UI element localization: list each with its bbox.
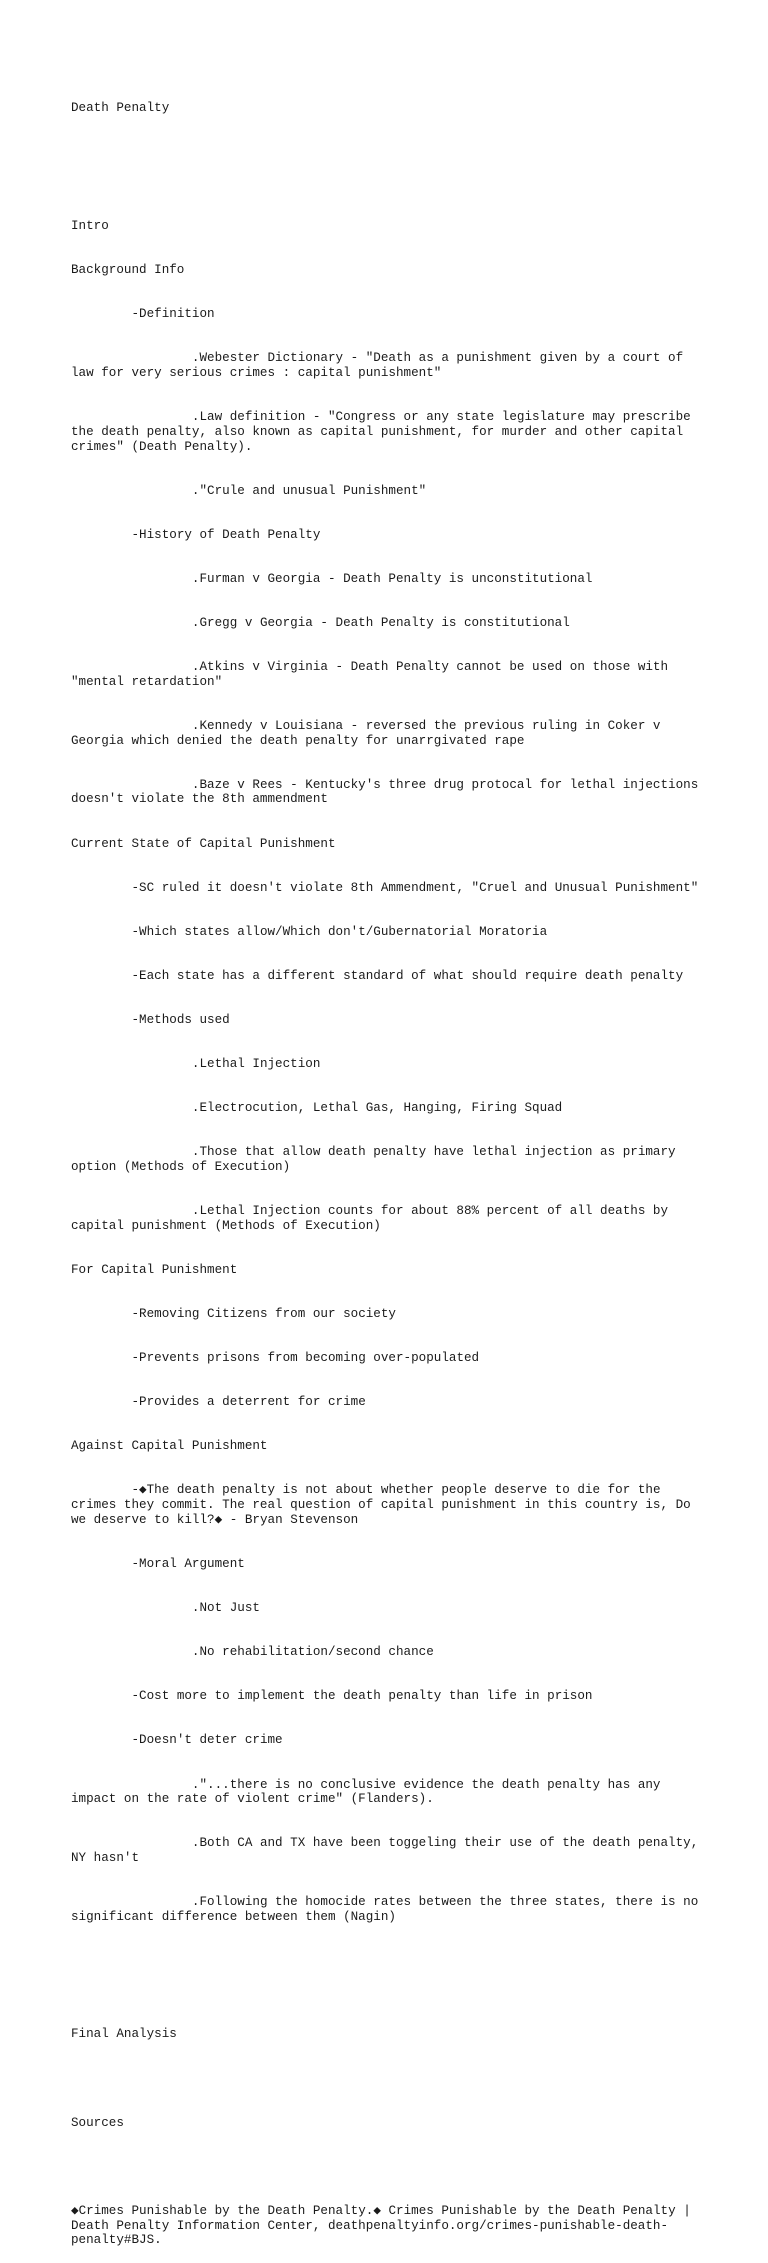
outline-line: -Provides a deterrent for crime [71, 1395, 366, 1410]
outline-line: .Electrocution, Lethal Gas, Hanging, Firing Squad [71, 1101, 563, 1116]
document-title: Death Penalty [71, 101, 170, 116]
outline-line: .No rehabilitation/second chance [71, 1645, 434, 1660]
outline-line: ."Crule and unusual Punishment" [71, 483, 427, 498]
outline-line: -Each state has a different standard of what should require death penalty [71, 968, 684, 983]
outline-line: -◆The death penalty is not about whether people deserve to die for the crimes they commit. The real question of capital punishment in this country is, Do we deserve to kill?◆ - Bryan Stevenson [71, 1483, 699, 1527]
outline-line: Against Capital Punishment [71, 1439, 268, 1454]
outline-line: -Doesn't deter crime [71, 1733, 283, 1748]
outline-line: -Definition [71, 307, 215, 322]
outline-line: .Lethal Injection counts for about 88% percent of all deaths by capital punishment (Methods of Execution) [71, 1204, 676, 1233]
outline-line: -Removing Citizens from our society [71, 1307, 396, 1322]
outline [71, 190, 706, 1954]
outline-line: -Prevents prisons from becoming over-populated [71, 1351, 480, 1366]
outline-line: Background Info [71, 263, 185, 278]
outline-line: -Moral Argument [71, 1557, 245, 1571]
outline-line: .Not Just [71, 1601, 260, 1616]
document-page [71, 72, 706, 2263]
outline-line: .Following the homocide rates between the three states, there is no significant difference between them (Nagin) [71, 1895, 706, 1924]
outline-line: -Which states allow/Which don't/Gubernatorial Moratoria [71, 924, 548, 939]
sources-heading: Sources [71, 2115, 124, 2130]
outline-line: ."...there is no conclusive evidence the death penalty has any impact on the rate of violent crime" (Flanders). [71, 1777, 669, 1807]
final-analysis-heading: Final Analysis [71, 2027, 177, 2042]
source-citation: ◆Crimes Punishable by the Death Penalty.◆ Crimes Punishable by the Death Penalty | Death Penalty Information Center, deathpenaltyinfo.org/crimes-punishable-death-penalty#BJS. [71, 2203, 699, 2248]
outline-line: .Those that allow death penalty have lethal injection as primary option (Methods of Execution) [71, 1145, 684, 1175]
outline-line: .Kennedy v Louisiana - reversed the previous ruling in Coker v Georgia which denied the death penalty for unarrgivated rape [71, 718, 669, 748]
spacer [71, 2160, 701, 2175]
outline-line: .Furman v Georgia - Death Penalty is unconstitutional [71, 571, 593, 586]
outline-line: .Law definition - "Congress or any state legislature may prescribe the death penalty, also known as capital punishment, for murder and other capital crimes" (Death Penalty). [71, 410, 699, 454]
outline-line: -History of Death Penalty [71, 527, 321, 542]
outline-line: For Capital Punishment [71, 1262, 238, 1277]
spacer [71, 2072, 701, 2087]
outline-line: .Baze v Rees - Kentucky's three drug protocal for lethal injections doesn't violate the 8th ammendment [71, 777, 706, 807]
outline-line: .Webester Dictionary - "Death as a punishment given by a court of law for very serious crimes : capital punishment" [71, 351, 691, 381]
outline-line: -Cost more to implement the death penalty than life in prison [71, 1689, 593, 1704]
outline-line: .Both CA and TX have been toggeling their use of the death penalty, NY hasn't [71, 1836, 706, 1866]
spacer [71, 146, 701, 161]
outline-line: .Lethal Injection [71, 1057, 321, 1072]
outline-line: Current State of Capital Punishment [71, 836, 336, 851]
outline-line: -Methods used [71, 1012, 230, 1027]
outline-line: .Gregg v Georgia - Death Penalty is constitutional [71, 616, 570, 630]
outline-line: .Atkins v Virginia - Death Penalty cannot be used on those with "mental retardation" [71, 660, 676, 689]
outline-line: -SC ruled it doesn't violate 8th Ammendment, "Cruel and Unusual Punishment" [71, 880, 699, 895]
spacer [71, 1983, 701, 1998]
outline-line: Intro [71, 219, 109, 234]
